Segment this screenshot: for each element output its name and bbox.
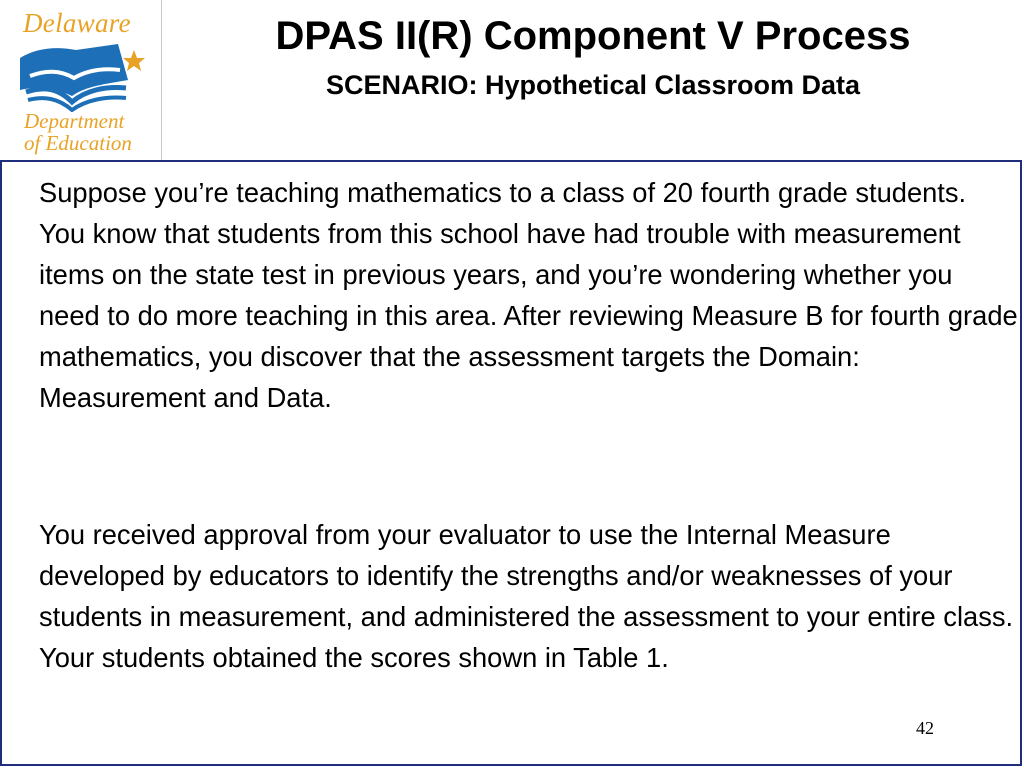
scenario-paragraph-2: You received approval from your evaluator to use the Internal Measure developed by educators to identify the strengths and/or weaknesses of your students in measurement, and administered the assessment to your entire class. Your students obtained the scores shown in Table 1. (39, 519, 1014, 673)
title-area (162, 0, 1024, 160)
logo-star (123, 50, 145, 71)
page-title: DPAS II(R) Component V Process (275, 14, 911, 58)
scenario-paragraph-1: Suppose you’re teaching mathematics to a class of 20 fourth grade students. You know that students from this school have had trouble with measurement items on the state test in previous years, and you’re wondering whether you need to do more teaching in this area. After reviewing Measure B for fourth grade mathematics, you discover that the assessment targets the Domain: Measurement and Data. (39, 177, 1018, 413)
logo-text-delaware: Delaware (23, 8, 131, 38)
logo-text-line1: Department (24, 109, 125, 133)
page-number: 42 (916, 718, 934, 738)
logo-text-department (24, 110, 132, 154)
book-star-icon (16, 40, 146, 112)
delaware-doe-logo (0, 0, 162, 162)
content-box (0, 160, 1022, 766)
page-subtitle: SCENARIO: Hypothetical Classroom Data (325, 70, 861, 100)
logo-text-line2: of Education (24, 131, 132, 155)
